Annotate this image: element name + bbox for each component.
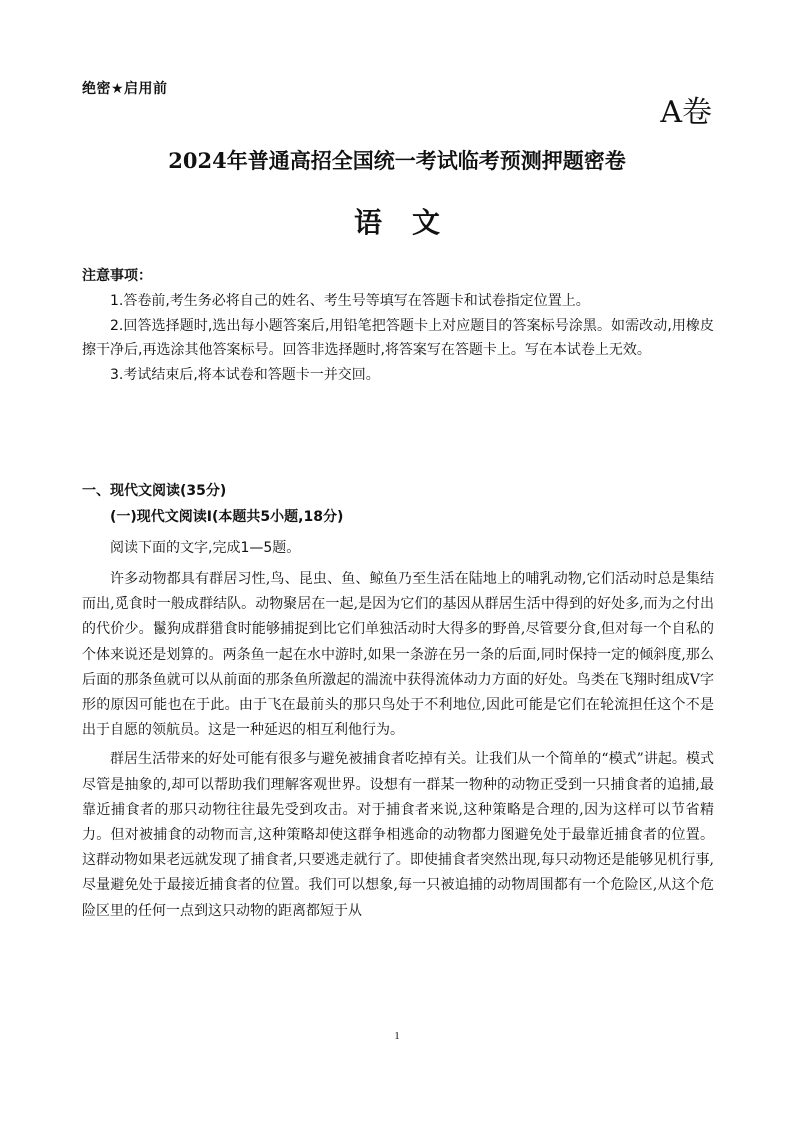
exam-title: 2024年普通高招全国统一考试临考预测押题密卷 bbox=[168, 148, 626, 173]
subject-title: 语文 bbox=[353, 206, 470, 239]
passage-paragraph: 许多动物都具有群居习性,鸟、昆虫、鱼、鲸鱼乃至生活在陆地上的哺乳动物,它们活动时总是集结而出,觅食时一般成群结队。动物聚居在一起,是因为它们的基因从群居生活中得到的好处多,而为之付出的代价少。鬣狗成群猎食时能够捕捉到比它们单独活动时大得多的野兽,尽管要分食,但对每一个自私的个体来说还是划算的。两条鱼一起在水中游时,如果一条游在另一条的后面,同时保持一定的倾斜度,那么后面的那条鱼就可以从前面的那条鱼所激起的湍流中获得流体动力方面的好处。鸟类在飞翔时组成V字形的原因可能也在于此。由于飞在最前头的那只鸟处于不利地位,因此可能是它们在轮流担任这个不是出于自愿的领航员。这是一种延迟的相互利他行为。 bbox=[82, 571, 714, 739]
subsection-heading: (一)现代文阅读Ⅰ(本题共5小题,18分) bbox=[110, 509, 344, 525]
notice-heading: 注意事项： bbox=[82, 268, 152, 284]
passage-paragraph: 群居生活带来的好处可能有很多与避免被捕食者吃掉有关。让我们从一个简单的“模式”讲起。模式尽管是抽象的,却可以帮助我们理解客观世界。设想有一群某一物种的动物正受到一只捕食者的追捕,最靠近捕食者的那只动物往往最先受到攻击。对于捕食者来说,这种策略是合理的,因为这样可以节省精力。但对被捕食的动物而言,这种策略却使这群争相逃命的动物都力图避免处于最靠近捕食者的位置。这群动物如果老远就发现了捕食者,只要逃走就行了。即使捕食者突然出现,每只动物还是能够见机行事,尽量避免处于最接近捕食者的位置。我们可以想象,每一只被追捕的动物周围都有一个危险区,从这个危险区里的任何一点到这只动物的距离都短于从 bbox=[82, 751, 714, 919]
section-heading: 一、现代文阅读(35分) bbox=[82, 483, 227, 499]
reading-passage bbox=[82, 567, 714, 928]
confidential-label: 绝密★启用前 bbox=[82, 81, 168, 97]
reading-instruction: 阅读下面的文字,完成1—5题。 bbox=[110, 540, 301, 556]
paper-type-label: A卷 bbox=[660, 95, 712, 130]
notice-item: 3.考试结束后,将本试卷和答题卡一并交回。 bbox=[110, 366, 380, 383]
page-number: 1 bbox=[394, 1030, 400, 1042]
notice-list bbox=[82, 289, 714, 387]
notice-item: 1.答卷前,考生务必将自己的姓名、考生号等填写在答题卡和试卷指定位置上。 bbox=[110, 293, 590, 309]
notice-item: 2.回答选择题时,选出每小题答案后,用铅笔把答题卡上对应题目的答案标号涂黑。如需改动,用橡皮擦干净后,再选涂其他答案标号。回答非选择题时,将答案写在答题卡上。写在本试卷上无效。 bbox=[82, 317, 714, 358]
